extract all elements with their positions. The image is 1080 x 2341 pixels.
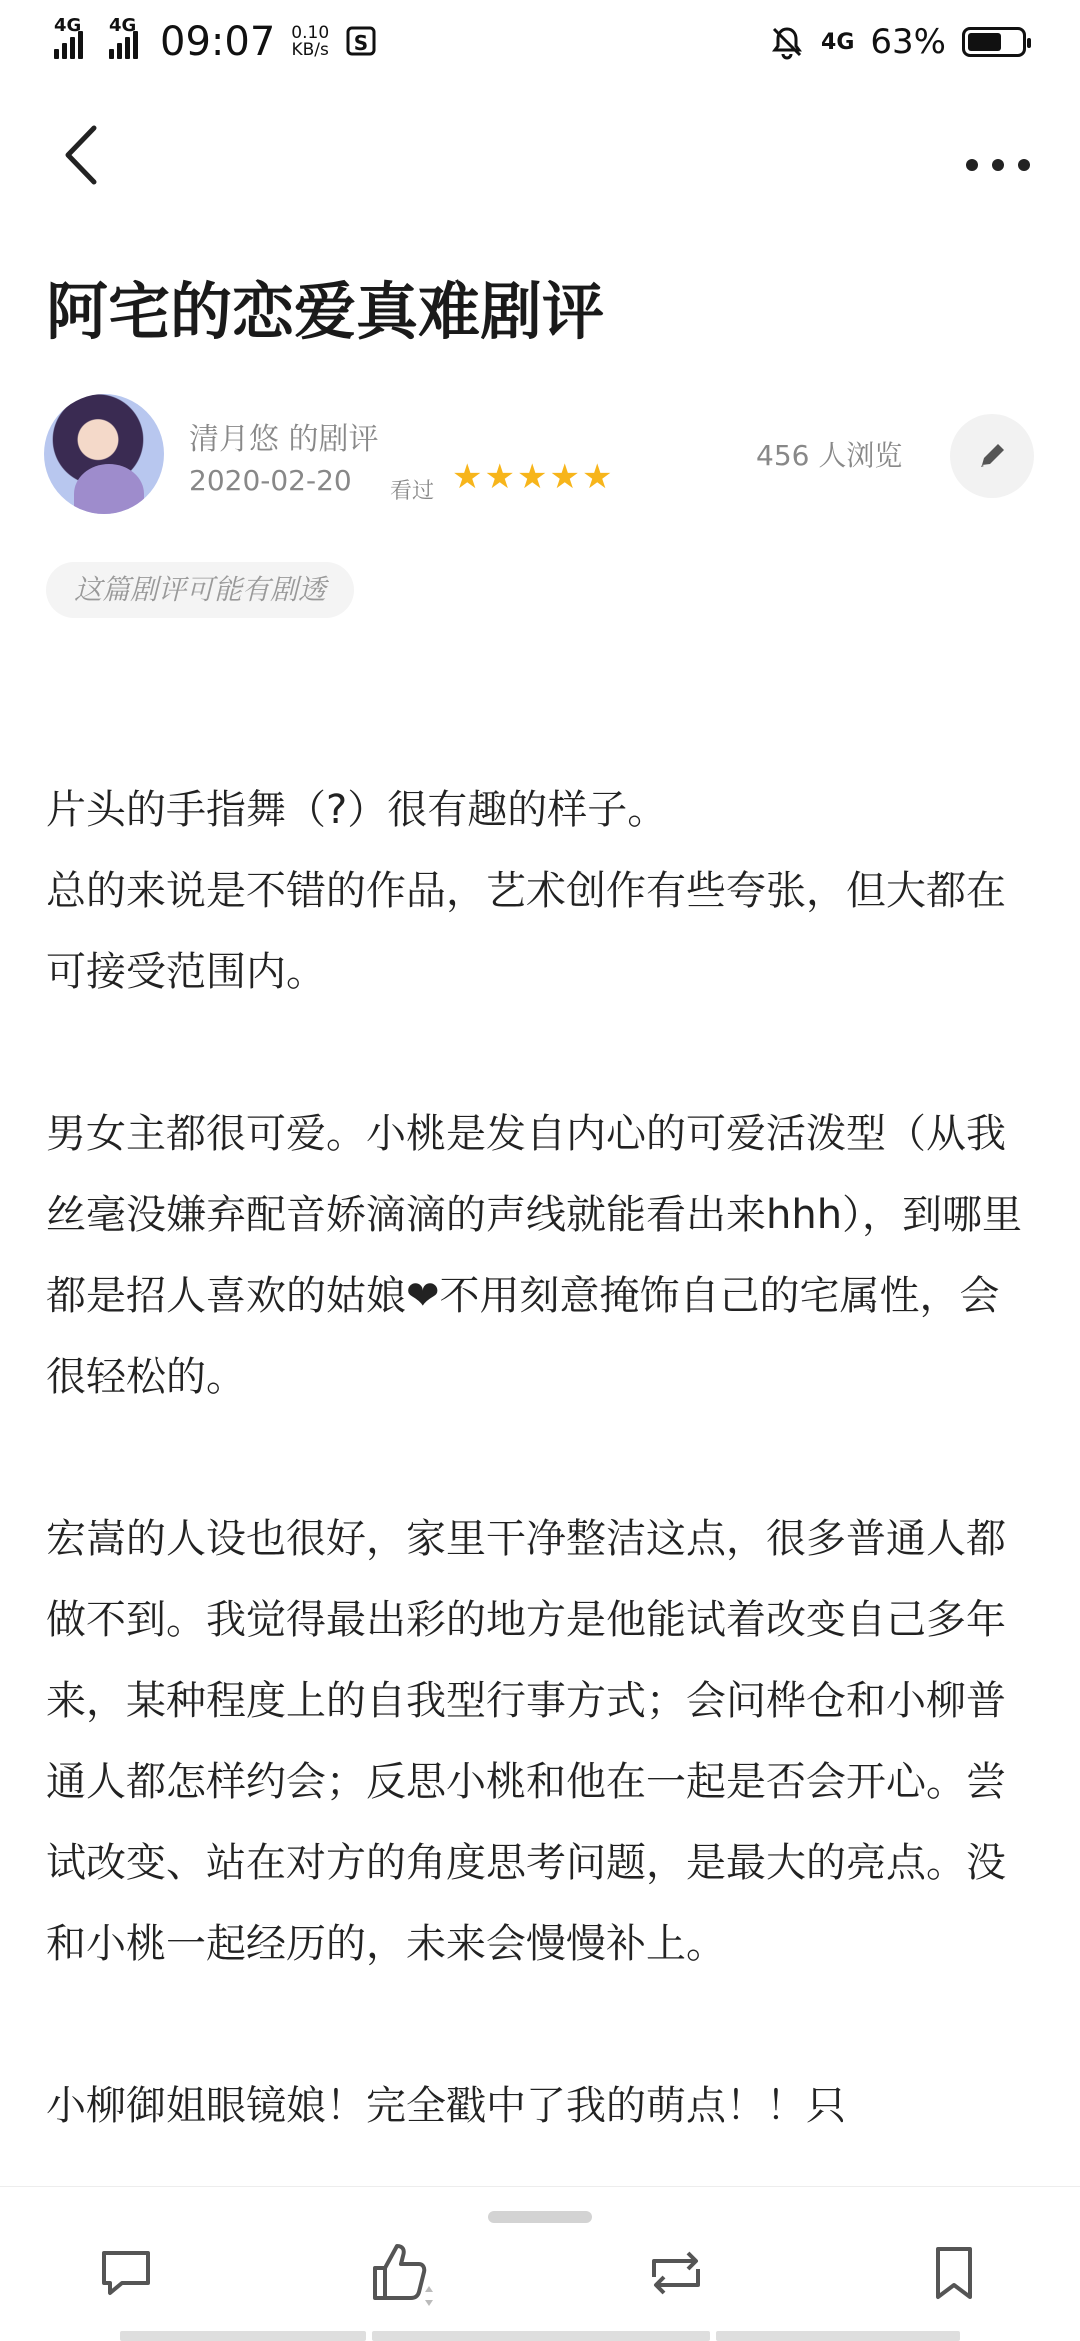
comment-button[interactable] [86, 2233, 166, 2313]
like-icon [365, 2236, 439, 2310]
drag-handle[interactable] [488, 2211, 592, 2223]
star-icon: ★ [549, 457, 580, 497]
network-speed-value: 0.10 [291, 23, 330, 43]
app-notification-icon [345, 25, 379, 59]
svg-text:S: S [353, 31, 369, 55]
review-content [46, 770, 1036, 2200]
edit-button[interactable] [950, 414, 1034, 498]
network-speed-unit: KB/s [291, 40, 329, 60]
star-icon: ★ [452, 457, 483, 497]
comment-icon [94, 2241, 158, 2305]
battery-icon [962, 27, 1026, 57]
back-button[interactable] [50, 120, 120, 190]
watched-label: 看过 [390, 479, 435, 504]
star-icon: ★ [581, 457, 613, 497]
signal-icon [109, 15, 138, 59]
status-bar [0, 0, 1080, 84]
repost-button[interactable] [636, 2233, 716, 2313]
page-title: 阿宅的恋爱真难剧评 [46, 275, 605, 348]
bottom-action-bar [0, 2186, 1080, 2341]
view-count: 456 人浏览 [756, 439, 903, 472]
mute-bell-icon [769, 24, 805, 60]
network-type: 4G [821, 29, 855, 55]
bookmark-button[interactable] [914, 2233, 994, 2313]
review-date: 2020-02-20 [189, 464, 352, 497]
repost-icon [640, 2241, 712, 2305]
review-paragraph: 宏嵩的人设也很好，家里干净整洁这点，很多普通人都做不到。我觉得最出彩的地方是他能试着改变自己多年来，某种程度上的自我型行事方式；会问桦仓和小柳普通人都怎样约会；反思小桃和他在一起是否会开心。尝试改变、站在对方的角度思考问题，是最大的亮点。没和小桃一起经历的，未来会慢慢补上。 [46, 1516, 1006, 1967]
more-button[interactable] [960, 120, 1040, 190]
signal-type-label: 4G [109, 15, 137, 36]
author-name[interactable]: 清月悠 的剧评 [189, 422, 379, 457]
clock: 09:07 [160, 19, 276, 65]
battery-percent: 63% [870, 22, 946, 62]
review-paragraph: 小柳御姐眼镜娘！完全戳中了我的萌点！！只 [46, 2083, 846, 2129]
status-bar-left [54, 15, 379, 65]
top-bar [0, 110, 1080, 200]
signal-type-label: 4G [54, 15, 82, 36]
avatar[interactable] [44, 394, 164, 514]
network-speed [291, 25, 329, 59]
author-info [44, 394, 1044, 524]
signal-icon [54, 15, 83, 59]
spoiler-tag: 这篇剧评可能有剧透 [46, 562, 354, 618]
pencil-icon [974, 438, 1010, 474]
more-dots-icon [960, 120, 1040, 190]
chevron-left-icon [50, 120, 120, 190]
battery-fill [968, 33, 1001, 51]
rating-stars [452, 457, 613, 497]
bookmark-icon [924, 2241, 984, 2305]
like-button[interactable] [362, 2233, 442, 2313]
status-bar-right [769, 22, 1026, 62]
review-paragraph: 男女主都很可爱。小桃是发自内心的可爱活泼型（从我丝毫没嫌弃配音娇滴滴的声线就能看出来hhh），到哪里都是招人喜欢的姑娘❤不用刻意掩饰自己的宅属性，会很轻松的。 [46, 1111, 1023, 1400]
star-icon: ★ [516, 457, 548, 497]
review-paragraph: 片头的手指舞（?）很有趣的样子。 总的来说是不错的作品，艺术创作有些夸张，但大都在可接受范围内。 [46, 787, 1006, 995]
star-icon: ★ [484, 457, 515, 497]
